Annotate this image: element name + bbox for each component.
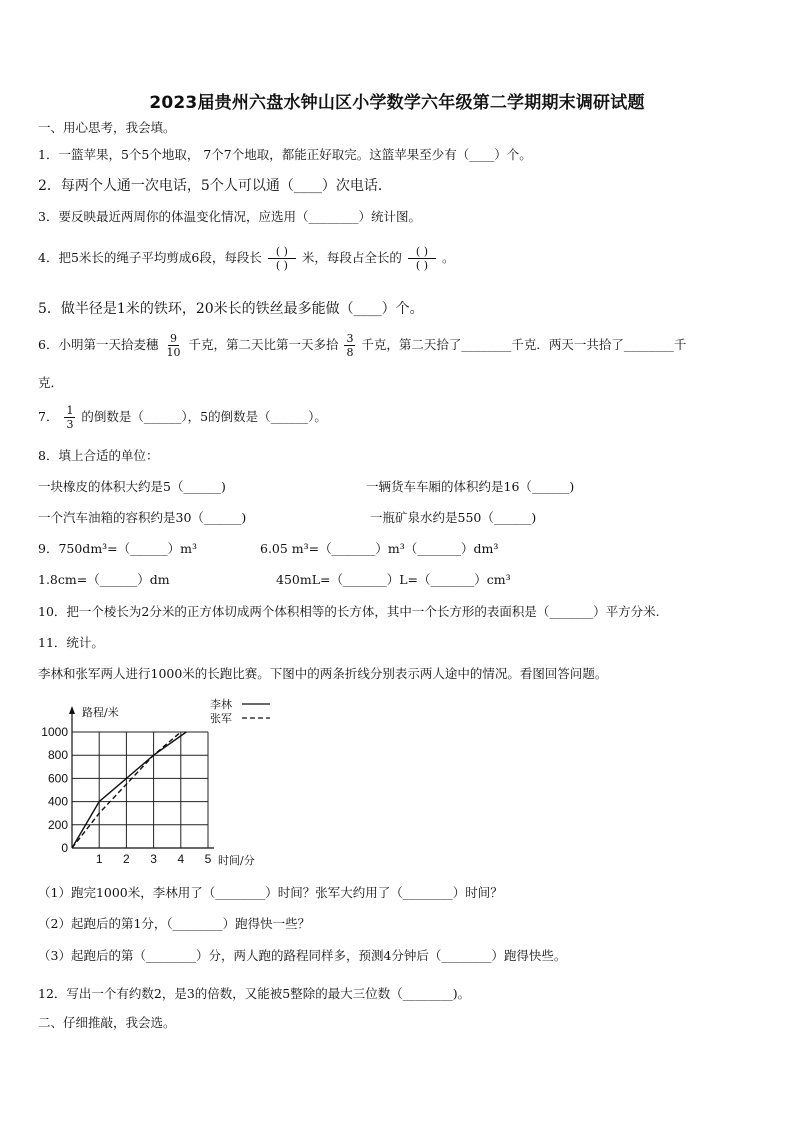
- q4-fraction-2[interactable]: [408, 245, 436, 272]
- question-6: [38, 332, 758, 359]
- q6-fraction-2-denominator: 8: [346, 346, 354, 359]
- q7-fraction-denominator: 3: [66, 418, 74, 431]
- page-title: 2023届贵州六盘水钟山区小学数学六年级第二学期期末调研试题: [149, 93, 645, 113]
- section-heading-1: 一、用心思考，我会填。: [38, 120, 176, 135]
- question-9a: 9．750dm³=（______）m³: [38, 541, 198, 556]
- legend-label-2: 张军: [210, 712, 232, 725]
- q4-fraction-2-numerator: ( ): [408, 245, 436, 259]
- q6-fraction-2-numerator: 3: [346, 332, 354, 345]
- question-5: 5．做半径是1米的铁环，20米长的铁丝最多能做（____）个。: [38, 301, 424, 317]
- y-tick-label-800: 800: [47, 748, 68, 763]
- question-11-sub1: （1）跑完1000米，李林用了（________）时间？张军大约用了（________）时间？: [38, 885, 503, 900]
- question-11-heading: 11．统计。: [38, 635, 104, 650]
- y-tick-label-1000: 1000: [41, 725, 68, 739]
- q4-fraction-2-denominator: ( ): [415, 259, 429, 272]
- chart-legend: [210, 697, 270, 725]
- q7-fraction: [64, 404, 75, 431]
- x-axis-title: 时间/分: [218, 854, 255, 867]
- question-9c: 1.8cm=（______）dm: [38, 572, 170, 587]
- x-tick-label-4: 4: [177, 852, 185, 866]
- legend-label-1: 李林: [210, 698, 232, 711]
- q4-prefix: 4．把5米长的绳子平均剪成6段，每段长: [38, 250, 262, 265]
- series-line-1: [72, 732, 186, 848]
- question-8b: 一辆货车车厢的体积约是16（______): [366, 479, 575, 494]
- x-tick-label-1: 1: [95, 852, 103, 866]
- x-tick-label-2: 2: [123, 852, 130, 866]
- question-9d: 450mL=（_______）L=（_______）cm³: [276, 572, 511, 587]
- question-3: 3．要反映最近两周你的体温变化情况，应选用（________）统计图。: [38, 209, 421, 224]
- chart-grid: [72, 732, 208, 848]
- q4-fraction-1-numerator: ( ): [268, 245, 296, 259]
- q6-fraction-2: [344, 332, 355, 359]
- question-8a: 一块橡皮的体积大约是5（______): [38, 479, 226, 494]
- q6-mid1: 千克，第二天比第一天多拾: [188, 337, 339, 352]
- y-axis-title: 路程/米: [82, 706, 119, 719]
- q7-fraction-numerator: 1: [66, 404, 74, 417]
- q6-prefix: 6．小明第一天拾麦穗: [38, 337, 159, 352]
- y-tick-label-600: 600: [47, 771, 68, 786]
- question-7: [38, 404, 327, 431]
- y-tick-label-400: 400: [47, 794, 68, 809]
- question-8c: 一个汽车油箱的容积约是30（______): [38, 510, 247, 525]
- q6-fraction-1-numerator: 9: [169, 332, 177, 345]
- question-8-heading: 8．填上合适的单位：: [38, 448, 159, 463]
- q7-prefix: 7．: [38, 409, 59, 424]
- y-axis-arrow: [69, 706, 75, 714]
- x-tick-label-3: 3: [150, 852, 157, 866]
- race-line-chart: [38, 692, 298, 874]
- y-tick-label-0: 0: [61, 841, 68, 855]
- question-2: 2．每两个人通一次电话，5个人可以通（____）次电话．: [38, 178, 392, 194]
- chart-ticks: [41, 705, 254, 867]
- q4-mid: 米，每段占全长的: [301, 250, 402, 265]
- q4-fraction-1-denominator: ( ): [275, 259, 288, 272]
- question-1: 1．一篮苹果，5个5个地取， 7个7个地取，都能正好取完。这篮苹果至少有（____）个。: [38, 147, 532, 162]
- question-10: 10．把一个棱长为2分米的正方体切成两个体积相等的长方体，其中一个长方形的表面积是（_______）平方分米.: [38, 604, 660, 619]
- q6-mid2: 千克，第二天拾了________千克．两天一共拾了________千: [361, 337, 687, 352]
- y-tick-label-200: 200: [47, 817, 68, 832]
- question-12: 12．写出一个有约数2，是3的倍数，又能被5整除的最大三位数（________)。: [38, 986, 471, 1001]
- question-11-intro: 李林和张军两人进行1000米的长跑比赛。下图中的两条折线分别表示两人途中的情况。看图回答问题。: [38, 666, 608, 681]
- q6-fraction-1: [164, 332, 182, 359]
- q6-fraction-1-denominator: 10: [166, 346, 181, 359]
- q4-fraction-1[interactable]: [268, 245, 296, 272]
- chart-series: [72, 732, 186, 848]
- question-4: [38, 245, 455, 272]
- x-tick-label-5: 5: [204, 852, 212, 866]
- question-11-sub2: （2）起跑后的第1分，（________）跑得快一些？: [38, 916, 311, 931]
- question-9b: 6.05 m³=（_______）m³（_______）dm³: [260, 541, 499, 556]
- q4-suffix: 。: [442, 250, 455, 265]
- question-11-sub3: （3）起跑后的第（________）分，两人跑的路程同样多，预测4分钟后（________）跑得快些。: [38, 948, 567, 963]
- question-8d: 一瓶矿泉水约是550（______): [370, 510, 537, 525]
- question-6-tail: 克．: [38, 375, 64, 390]
- q7-text: 的倒数是（______），5的倒数是（______）。: [81, 409, 327, 424]
- section-heading-2: 二、仔细推敲，我会选。: [38, 1015, 176, 1030]
- chart-axes: [69, 706, 214, 848]
